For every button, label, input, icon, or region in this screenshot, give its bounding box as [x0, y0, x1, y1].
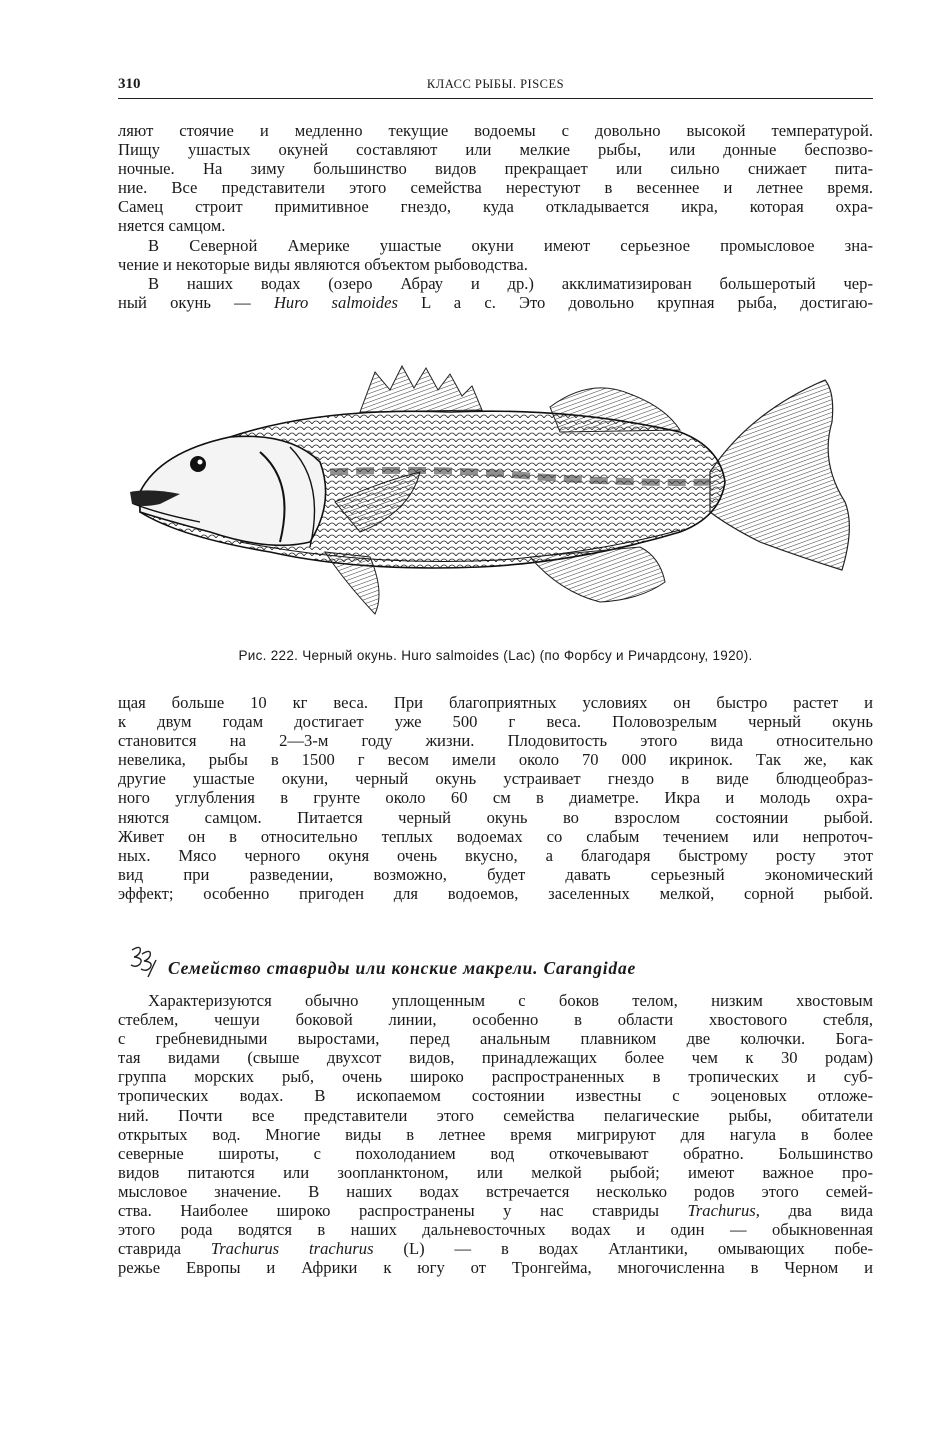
text-line: Пищу ушастых окуней составляют или мелкие рыбы, или донные беспозво- [118, 140, 873, 160]
text-line: видов питаются или зоопланктоном, или мелкой рыбой; имеют важное про- [118, 1162, 873, 1182]
text-line: северные широты, с похолоданием вод откочевывают обратно. Большинство [118, 1143, 873, 1163]
text-line [118, 1239, 873, 1258]
text-fragment: L a c. Это довольно крупная рыба, достигаю- [397, 292, 873, 312]
text-line: Живет он в относительно теплых водоемах со слабым течением или непроточ- [118, 826, 873, 846]
section-heading [128, 944, 873, 978]
running-head: КЛАСС РЫБЫ. PISCES [426, 77, 565, 91]
page-number: 310 [118, 76, 141, 92]
text-line: тая видами (свыше двухсот видов, принадлежащих более чем к 30 родам) [118, 1048, 873, 1068]
text-line: В наших водах (озеро Абрау и др.) акклиматизирован большеротый чер- [148, 273, 873, 293]
text-line: ние. Все представители этого семейства нерестуют в весеннее и летнее время. [118, 178, 873, 198]
text-fragment: (L) — в водах Атлантики, омывающих побе- [373, 1239, 873, 1259]
species-name: Trachurus trachurus [210, 1239, 374, 1259]
text-line: чение и некоторые виды являются объектом рыбоводства. [118, 254, 528, 274]
text-line: В Северной Америке ушастые окуни имеют серьезное промысловое зна- [148, 235, 873, 255]
text-line: няется самцом. [118, 216, 226, 236]
text-line: няются самцом. Питается черный окунь во взрослом состоянии рыбой. [118, 807, 873, 827]
species-name: Huro salmoides [273, 292, 398, 312]
text-line: ных. Мясо черного окуня очень вкусно, а благодаря быстрому росту этот [118, 845, 873, 865]
text-line: Характеризуются обычно уплощенным с боков телом, низким хвостовым [148, 991, 873, 1010]
text-line [118, 293, 873, 312]
text-line: ляют стоячие и медленно текущие водоемы с довольно высокой температурой. [118, 121, 873, 140]
text-line: вид при разведении, возможно, будет давать серьезный экономический [118, 864, 873, 884]
handwritten-mark-icon [128, 944, 160, 978]
text-line: группа морских рыб, очень широко распространенных в тропических и суб- [118, 1067, 873, 1087]
text-line: стеблем, чешуи боковой линии, особенно в области хвостового стебля, [118, 1010, 873, 1030]
bottom-paragraph [118, 991, 873, 1277]
text-line: к двум годам достигает уже 500 г веса. Половозрелым черный окунь [118, 712, 873, 732]
middle-paragraph [118, 693, 873, 903]
text-line: мысловое значение. В наших водах встречается несколько родов этого семей- [118, 1181, 873, 1201]
text-fragment: , два вида [755, 1201, 873, 1221]
text-line: другие ушастые окуни, черный окунь устраивает гнездо в виде блюдцеобраз- [118, 769, 873, 789]
text-line: ного углубления в грунте около 60 см в диаметре. Икра и молодь охра- [118, 788, 873, 808]
text-line: этого рода водятся в наших дальневосточных водах и один — обыкновенная [118, 1220, 873, 1240]
text-line: ний. Почти все представители этого семейства пелагические рыбы, обитатели [118, 1105, 873, 1125]
section-title: Семейство ставриды или конские макрели. Carangidae [168, 958, 637, 978]
text-line: ночные. На зиму большинство видов прекращает или сильно снижает пита- [118, 159, 873, 179]
text-line: Самец строит примитивное гнездо, куда откладывается икра, которая охра- [118, 197, 873, 217]
text-line: с гребневидными выростами, перед анальным плавником две колючки. Бога- [118, 1029, 873, 1049]
genus-name: Trachurus [687, 1201, 756, 1221]
fish-illustration-icon [120, 352, 865, 637]
text-line: щая больше 10 кг веса. При благоприятных условиях он быстро растет и [118, 693, 873, 712]
text-line: эффект; особенно пригоден для водоемов, заселенных мелкой, сорной рыбой. [118, 883, 873, 903]
text-line [118, 1201, 873, 1220]
text-line: открытых вод. Многие виды в летнее время мигрируют для нагула в более [118, 1124, 873, 1144]
text-line: становится на 2—3-м году жизни. Плодовитость этого вида относительно [118, 731, 873, 751]
fish-figure [120, 352, 865, 637]
page-header [118, 76, 873, 99]
text-fragment: ный окунь — [118, 292, 274, 312]
text-line: режье Европы и Африки к югу от Тронгейма, многочисленна в Черном и [118, 1258, 873, 1278]
text-fragment: ства. Наиболее широко распространены у нас ставриды [118, 1201, 688, 1221]
text-line: тропических водах. В ископаемом состоянии известны с эоценовых отложе- [118, 1086, 873, 1106]
text-line: невелика, рыбы в 1500 г весом имели около 70 000 икринок. Так же, как [118, 750, 873, 770]
top-paragraphs [118, 121, 873, 312]
figure-caption: Рис. 222. Черный окунь. Huro salmoides (Lac) (по Форбсу и Ричардсону, 1920). [238, 648, 753, 663]
text-fragment: ставрида [118, 1239, 211, 1259]
